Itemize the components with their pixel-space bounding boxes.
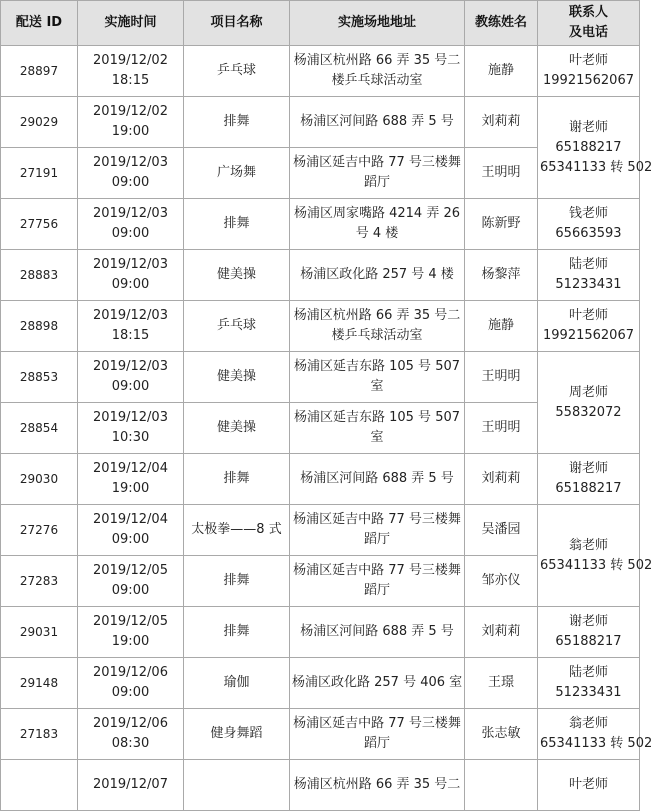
header-row (1, 1, 640, 46)
table-row (1, 658, 640, 709)
cell-address (290, 505, 465, 556)
cell-date: 2019/12/07 (93, 777, 168, 792)
cell-project: 乒乓球 (184, 301, 290, 352)
cell-project: 广场舞 (184, 148, 290, 199)
cell-address-line2: 室 (370, 430, 384, 445)
cell-time (78, 709, 184, 760)
cell-project: 健身舞蹈 (184, 709, 290, 760)
cell-time (78, 607, 184, 658)
cell-clock: 19:00 (111, 634, 150, 649)
cell-contact (538, 97, 652, 199)
cell-contact (538, 301, 640, 352)
cell-time (78, 760, 184, 811)
cell-address-line1: 杨浦区延吉中路 77 号三楼舞 (293, 563, 461, 578)
cell-coach: 王明明 (465, 352, 538, 403)
table-row (1, 709, 640, 760)
cell-contact-name: 谢老师 (568, 614, 608, 629)
cell-clock: 09:00 (111, 685, 150, 700)
cell-time (78, 199, 184, 250)
cell-address (290, 352, 465, 403)
cell-time (78, 352, 184, 403)
cell-address (290, 250, 465, 301)
cell-contact-name: 叶老师 (568, 308, 608, 323)
cell-date: 2019/12/05 (93, 563, 168, 578)
cell-clock: 10:30 (111, 430, 150, 445)
cell-project: 排舞 (184, 556, 290, 607)
cell-coach: 张志敏 (465, 709, 538, 760)
cell-contact-phone: 65341133 转 502 (540, 736, 652, 751)
cell-contact-phone: 19921562067 (543, 73, 634, 88)
cell-contact (538, 505, 652, 607)
cell-address (290, 148, 465, 199)
cell-contact (538, 607, 640, 658)
cell-project: 健美操 (184, 403, 290, 454)
cell-address-line1: 杨浦区河间路 688 弄 5 号 (300, 624, 454, 639)
cell-contact-phone: 51233431 (555, 277, 622, 292)
table-row (1, 97, 640, 148)
cell-contact (538, 658, 640, 709)
cell-contact-phone: 65188217 (555, 481, 622, 496)
cell-contact-phone: 65663593 (555, 226, 622, 241)
cell-contact-name: 陆老师 (568, 257, 608, 272)
cell-coach: 王明明 (465, 148, 538, 199)
table-row (1, 760, 640, 811)
cell-address-line1: 杨浦区政化路 257 号 406 室 (292, 675, 463, 690)
cell-date: 2019/12/03 (93, 359, 168, 374)
cell-coach: 杨黎萍 (465, 250, 538, 301)
table-row (1, 352, 640, 403)
cell-coach: 王璟 (465, 658, 538, 709)
cell-address-line1: 杨浦区杭州路 66 弄 35 号二 (293, 777, 461, 792)
cell-id: 28853 (1, 352, 78, 403)
cell-project: 健美操 (184, 352, 290, 403)
cell-contact (538, 250, 640, 301)
cell-date: 2019/12/03 (93, 308, 168, 323)
cell-time (78, 454, 184, 505)
cell-address-line2: 室 (370, 379, 384, 394)
cell-address-line2: 蹈厅 (363, 583, 390, 598)
cell-contact (538, 760, 640, 811)
cell-project: 排舞 (184, 607, 290, 658)
cell-address (290, 607, 465, 658)
cell-address (290, 46, 465, 97)
table-row (1, 505, 640, 556)
cell-date: 2019/12/03 (93, 257, 168, 272)
cell-project (184, 760, 290, 811)
cell-contact-name: 钱老师 (568, 206, 608, 221)
cell-address-line1: 杨浦区延吉东路 105 号 507 (293, 359, 461, 374)
cell-contact (538, 454, 640, 505)
cell-date: 2019/12/03 (93, 410, 168, 425)
cell-date: 2019/12/05 (93, 614, 168, 629)
cell-address-line1: 杨浦区杭州路 66 弄 35 号二 (293, 308, 461, 323)
cell-contact-phone: 19921562067 (543, 328, 634, 343)
cell-address-line1: 杨浦区杭州路 66 弄 35 号二 (293, 53, 461, 68)
cell-date: 2019/12/06 (93, 665, 168, 680)
cell-coach: 刘莉莉 (465, 607, 538, 658)
cell-contact (538, 352, 640, 454)
cell-coach: 施静 (465, 46, 538, 97)
header-coach: 教练姓名 (465, 1, 538, 46)
cell-contact-name: 叶老师 (568, 777, 608, 792)
cell-project: 排舞 (184, 199, 290, 250)
cell-id: 28897 (1, 46, 78, 97)
cell-id: 27756 (1, 199, 78, 250)
cell-date: 2019/12/03 (93, 155, 168, 170)
cell-address-line1: 杨浦区延吉中路 77 号三楼舞 (293, 155, 461, 170)
cell-coach: 王明明 (465, 403, 538, 454)
cell-date: 2019/12/02 (93, 104, 168, 119)
cell-contact (538, 199, 640, 250)
cell-coach: 陈新野 (465, 199, 538, 250)
table-row (1, 301, 640, 352)
cell-contact-phone: 65188217 (555, 139, 622, 155)
cell-clock: 19:00 (111, 124, 150, 139)
cell-id: 28883 (1, 250, 78, 301)
cell-contact-name: 叶老师 (568, 53, 608, 68)
cell-time (78, 148, 184, 199)
cell-address-line1: 杨浦区延吉东路 105 号 507 (293, 410, 461, 425)
cell-address-line1: 杨浦区河间路 688 弄 5 号 (300, 114, 454, 129)
cell-id: 29030 (1, 454, 78, 505)
cell-id: 29031 (1, 607, 78, 658)
cell-date: 2019/12/04 (93, 512, 168, 527)
cell-address (290, 556, 465, 607)
cell-clock: 09:00 (111, 277, 150, 292)
cell-coach (465, 760, 538, 811)
cell-coach: 邹亦仪 (465, 556, 538, 607)
cell-time (78, 46, 184, 97)
cell-id: 27191 (1, 148, 78, 199)
cell-contact-name: 翁老师 (568, 537, 608, 553)
header-contact-line1: 联系人 (568, 5, 608, 20)
cell-clock: 08:30 (111, 736, 150, 751)
cell-project: 健美操 (184, 250, 290, 301)
cell-clock: 09:00 (111, 583, 150, 598)
cell-date: 2019/12/06 (93, 716, 168, 731)
cell-coach: 刘莉莉 (465, 454, 538, 505)
cell-project: 乒乓球 (184, 46, 290, 97)
cell-contact (538, 709, 652, 760)
cell-contact-name: 翁老师 (568, 716, 608, 731)
cell-address-line1: 杨浦区周家嘴路 4214 弄 26 (293, 206, 461, 221)
cell-project: 太极拳——8 式 (184, 505, 290, 556)
cell-time (78, 658, 184, 709)
cell-contact-phone: 65341133 转 502 (540, 557, 652, 573)
cell-date: 2019/12/02 (93, 53, 168, 68)
cell-clock: 19:00 (111, 481, 150, 496)
cell-time (78, 403, 184, 454)
cell-coach: 施静 (465, 301, 538, 352)
cell-clock: 18:15 (111, 73, 150, 88)
cell-contact-name: 周老师 (568, 384, 608, 400)
cell-id: 28854 (1, 403, 78, 454)
cell-project: 排舞 (184, 97, 290, 148)
header-project: 项目名称 (184, 1, 290, 46)
header-time: 实施时间 (78, 1, 184, 46)
cell-contact-phone: 65188217 (555, 634, 622, 649)
cell-clock: 09:00 (111, 532, 150, 547)
cell-contact-phone: 55832072 (555, 404, 622, 420)
cell-id: 27183 (1, 709, 78, 760)
cell-date: 2019/12/03 (93, 206, 168, 221)
table-row (1, 250, 640, 301)
cell-contact-name: 陆老师 (568, 665, 608, 680)
header-contact (538, 1, 640, 46)
header-address: 实施场地地址 (290, 1, 465, 46)
cell-date: 2019/12/04 (93, 461, 168, 476)
cell-time (78, 97, 184, 148)
cell-address (290, 709, 465, 760)
cell-clock: 09:00 (111, 175, 150, 190)
cell-id (1, 760, 78, 811)
table-row (1, 454, 640, 505)
cell-address (290, 760, 465, 811)
cell-address (290, 454, 465, 505)
cell-contact-phone: 51233431 (555, 685, 622, 700)
cell-project: 排舞 (184, 454, 290, 505)
table-row (1, 607, 640, 658)
cell-address-line2: 楼乒乓球活动室 (331, 73, 423, 88)
cell-time (78, 505, 184, 556)
cell-time (78, 556, 184, 607)
table-row (1, 46, 640, 97)
cell-address-line2: 楼乒乓球活动室 (331, 328, 423, 343)
cell-address (290, 199, 465, 250)
cell-contact-name: 谢老师 (568, 461, 608, 476)
cell-id: 27283 (1, 556, 78, 607)
cell-contact (538, 46, 640, 97)
cell-address-line1: 杨浦区延吉中路 77 号三楼舞 (293, 512, 461, 527)
cell-id: 27276 (1, 505, 78, 556)
cell-address-line1: 杨浦区延吉中路 77 号三楼舞 (293, 716, 461, 731)
cell-address-line2: 蹈厅 (363, 175, 390, 190)
cell-clock: 09:00 (111, 379, 150, 394)
cell-time (78, 250, 184, 301)
cell-address-line2: 蹈厅 (363, 736, 390, 751)
cell-address (290, 97, 465, 148)
header-id: 配送 ID (1, 1, 78, 46)
cell-address-line2: 蹈厅 (363, 532, 390, 547)
cell-coach: 刘莉莉 (465, 97, 538, 148)
cell-clock: 18:15 (111, 328, 150, 343)
cell-contact-phone-2: 65341133 转 502 (540, 159, 652, 175)
cell-id: 29029 (1, 97, 78, 148)
table-row (1, 199, 640, 250)
cell-address (290, 403, 465, 454)
cell-id: 29148 (1, 658, 78, 709)
cell-coach: 吴潘园 (465, 505, 538, 556)
header-contact-line2: 及电话 (568, 25, 608, 40)
cell-address (290, 658, 465, 709)
cell-id: 28898 (1, 301, 78, 352)
cell-project: 瑜伽 (184, 658, 290, 709)
cell-address (290, 301, 465, 352)
cell-address-line2: 号 4 楼 (355, 226, 399, 241)
cell-contact-name: 谢老师 (568, 119, 608, 135)
cell-time (78, 301, 184, 352)
cell-clock: 09:00 (111, 226, 150, 241)
cell-address-line1: 杨浦区河间路 688 弄 5 号 (300, 471, 454, 486)
cell-address-line1: 杨浦区政化路 257 号 4 楼 (300, 267, 454, 282)
